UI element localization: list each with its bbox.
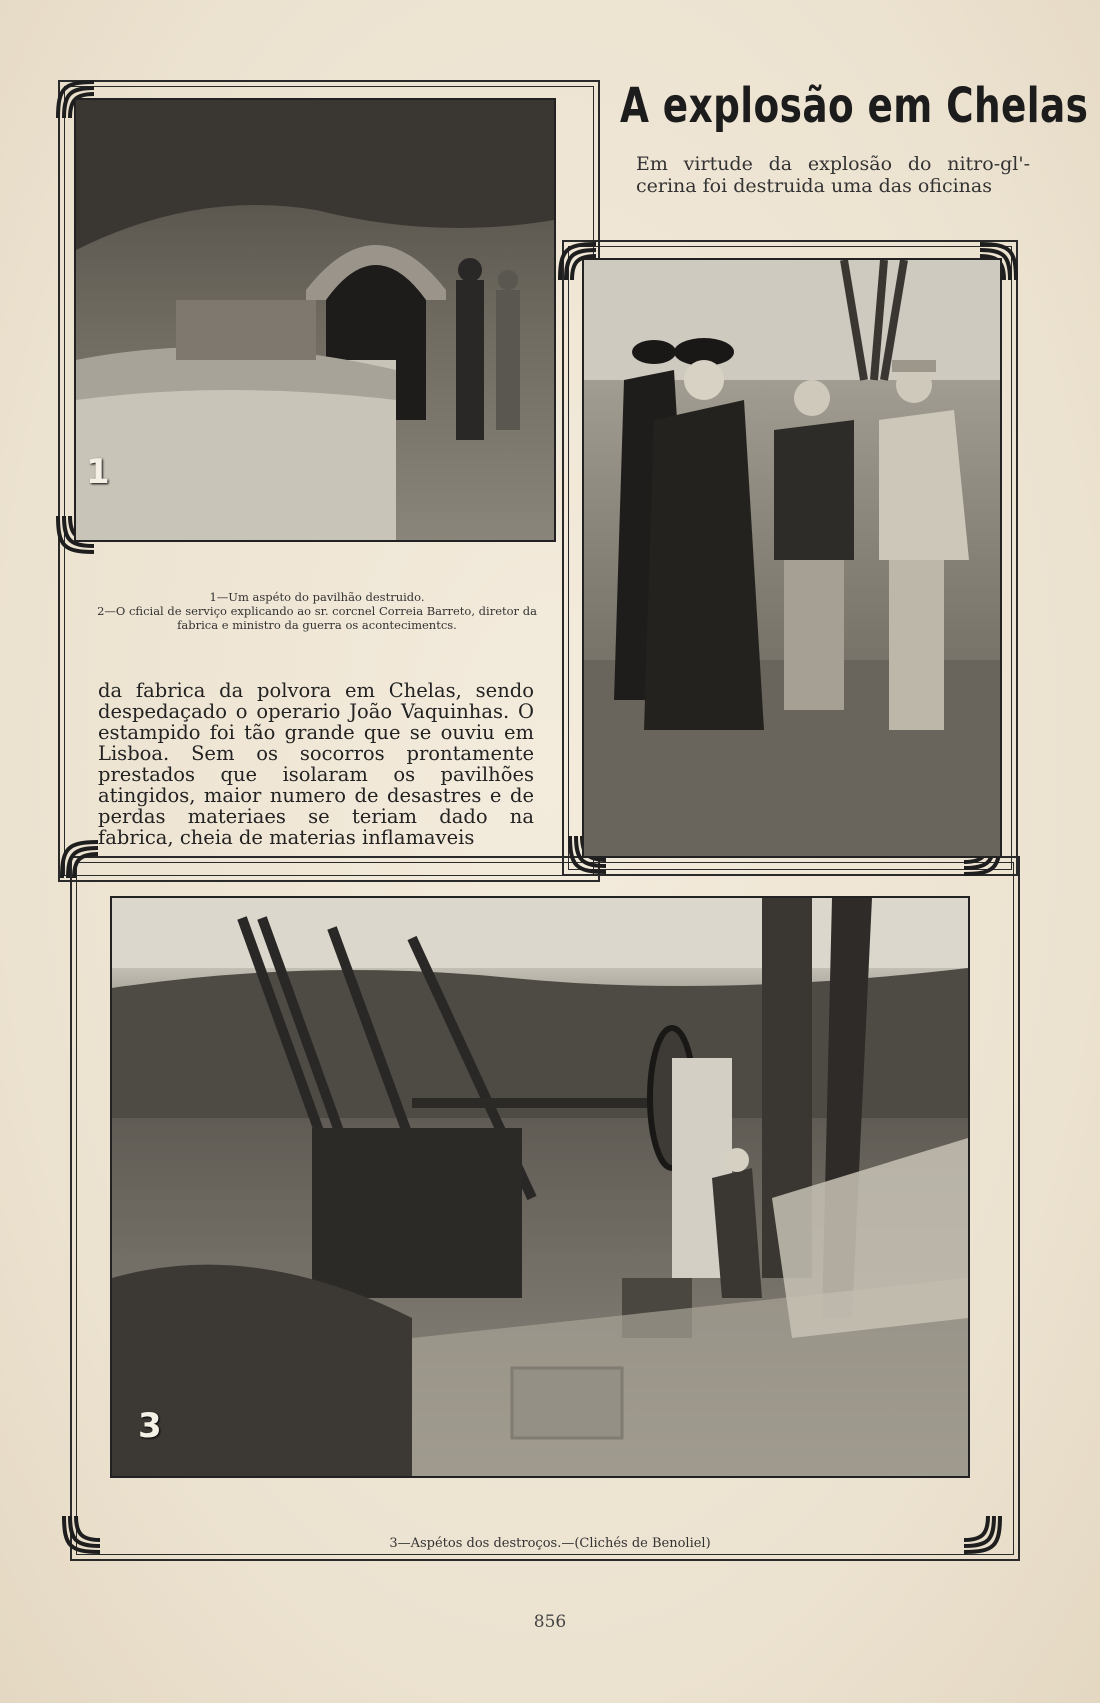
article-intro: Em virtude da explosão do nitro-gl'-cerina foi destruida uma das oficinas <box>636 153 1030 197</box>
page-number: 856 <box>533 1612 567 1632</box>
caption-photo-1: 1—Um aspéto do pavilhão destruido. <box>209 590 425 604</box>
photo-1 <box>74 98 556 542</box>
photo-1-image <box>76 100 554 540</box>
ornament-icon <box>960 1512 1004 1556</box>
ornament-icon <box>58 838 102 882</box>
photo-2 <box>582 258 1002 858</box>
ornament-icon <box>60 1512 104 1556</box>
photo-3 <box>110 896 970 1478</box>
caption-photo-3: 3—Aspétos dos destroços.—(Clichés de Benoliel) <box>389 1536 711 1551</box>
caption-photos-1-2 <box>92 590 542 632</box>
article-title: A explosão em Chelas <box>620 78 1089 134</box>
photo-2-image <box>584 260 1000 856</box>
photo-1-number: 1 <box>86 452 110 492</box>
photo-3-image <box>112 898 968 1476</box>
photo-3-number: 3 <box>138 1406 162 1446</box>
caption-photo-2: 2—O cficial de serviço explicando ao sr. corcnel Correia Barreto, diretor da fabrica e ministro da guerra os acontecimentcs. <box>97 604 537 632</box>
article-body: da fabrica da polvora em Chelas, sendo despedaçado o operario João Vaquinhas. O estampido foi tão grande que se ouviu em Lisboa. Sem os socorros prontamente prestados que isolaram os pavilhões atingidos, maior numero de desastres e de perdas materiaes se teriam dado na fabrica, cheia de materias inflamaveis <box>98 679 534 849</box>
